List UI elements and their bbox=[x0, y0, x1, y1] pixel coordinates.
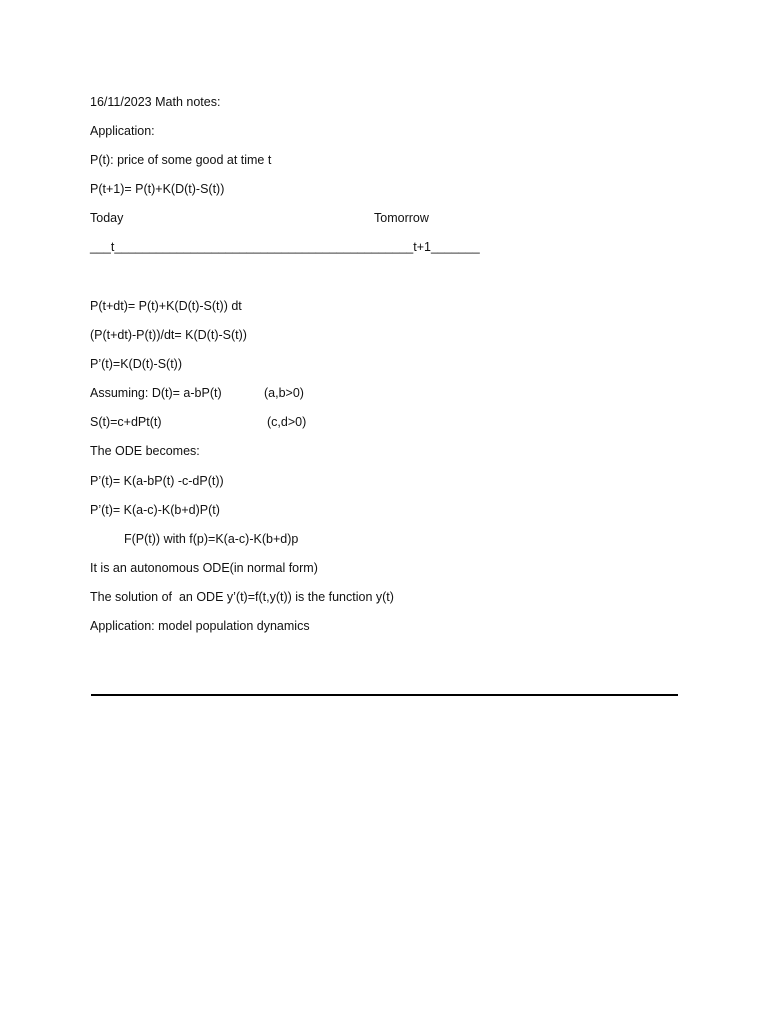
timeline-tomorrow: Tomorrow bbox=[374, 211, 429, 225]
demand-condition: (a,b>0) bbox=[264, 386, 304, 400]
application-heading: Application: bbox=[90, 124, 155, 138]
timeline-axis: ___t___________________________________________t+1_______ bbox=[90, 240, 480, 254]
derivative-equation: P’(t)=K(D(t)-S(t)) bbox=[90, 357, 182, 371]
ode-function-form: F(P(t)) with f(p)=K(a-c)-K(b+d)p bbox=[124, 532, 299, 546]
horizontal-rule bbox=[91, 694, 678, 696]
continuous-equation: P(t+dt)= P(t)+K(D(t)-S(t)) dt bbox=[90, 299, 242, 313]
discrete-equation: P(t+1)= P(t)+K(D(t)-S(t)) bbox=[90, 182, 225, 196]
difference-quotient: (P(t+dt)-P(t))/dt= K(D(t)-S(t)) bbox=[90, 328, 247, 342]
timeline-today: Today bbox=[90, 211, 124, 225]
solution-definition: The solution of an ODE y’(t)=f(t,y(t)) is the function y(t) bbox=[90, 590, 394, 604]
demand-assumption: Assuming: D(t)= a-bP(t) bbox=[90, 386, 222, 400]
application-model: Application: model population dynamics bbox=[90, 619, 310, 633]
supply-condition: (c,d>0) bbox=[267, 415, 307, 429]
autonomous-statement: It is an autonomous ODE(in normal form) bbox=[90, 561, 318, 575]
ode-equation-2: P’(t)= K(a-c)-K(b+d)P(t) bbox=[90, 503, 220, 517]
ode-equation-1: P’(t)= K(a-bP(t) -c-dP(t)) bbox=[90, 474, 224, 488]
price-definition: P(t): price of some good at time t bbox=[90, 153, 272, 167]
supply-assumption: S(t)=c+dPt(t) bbox=[90, 415, 162, 429]
ode-becomes: The ODE becomes: bbox=[90, 444, 200, 458]
notes-header: 16/11/2023 Math notes: bbox=[90, 95, 221, 109]
